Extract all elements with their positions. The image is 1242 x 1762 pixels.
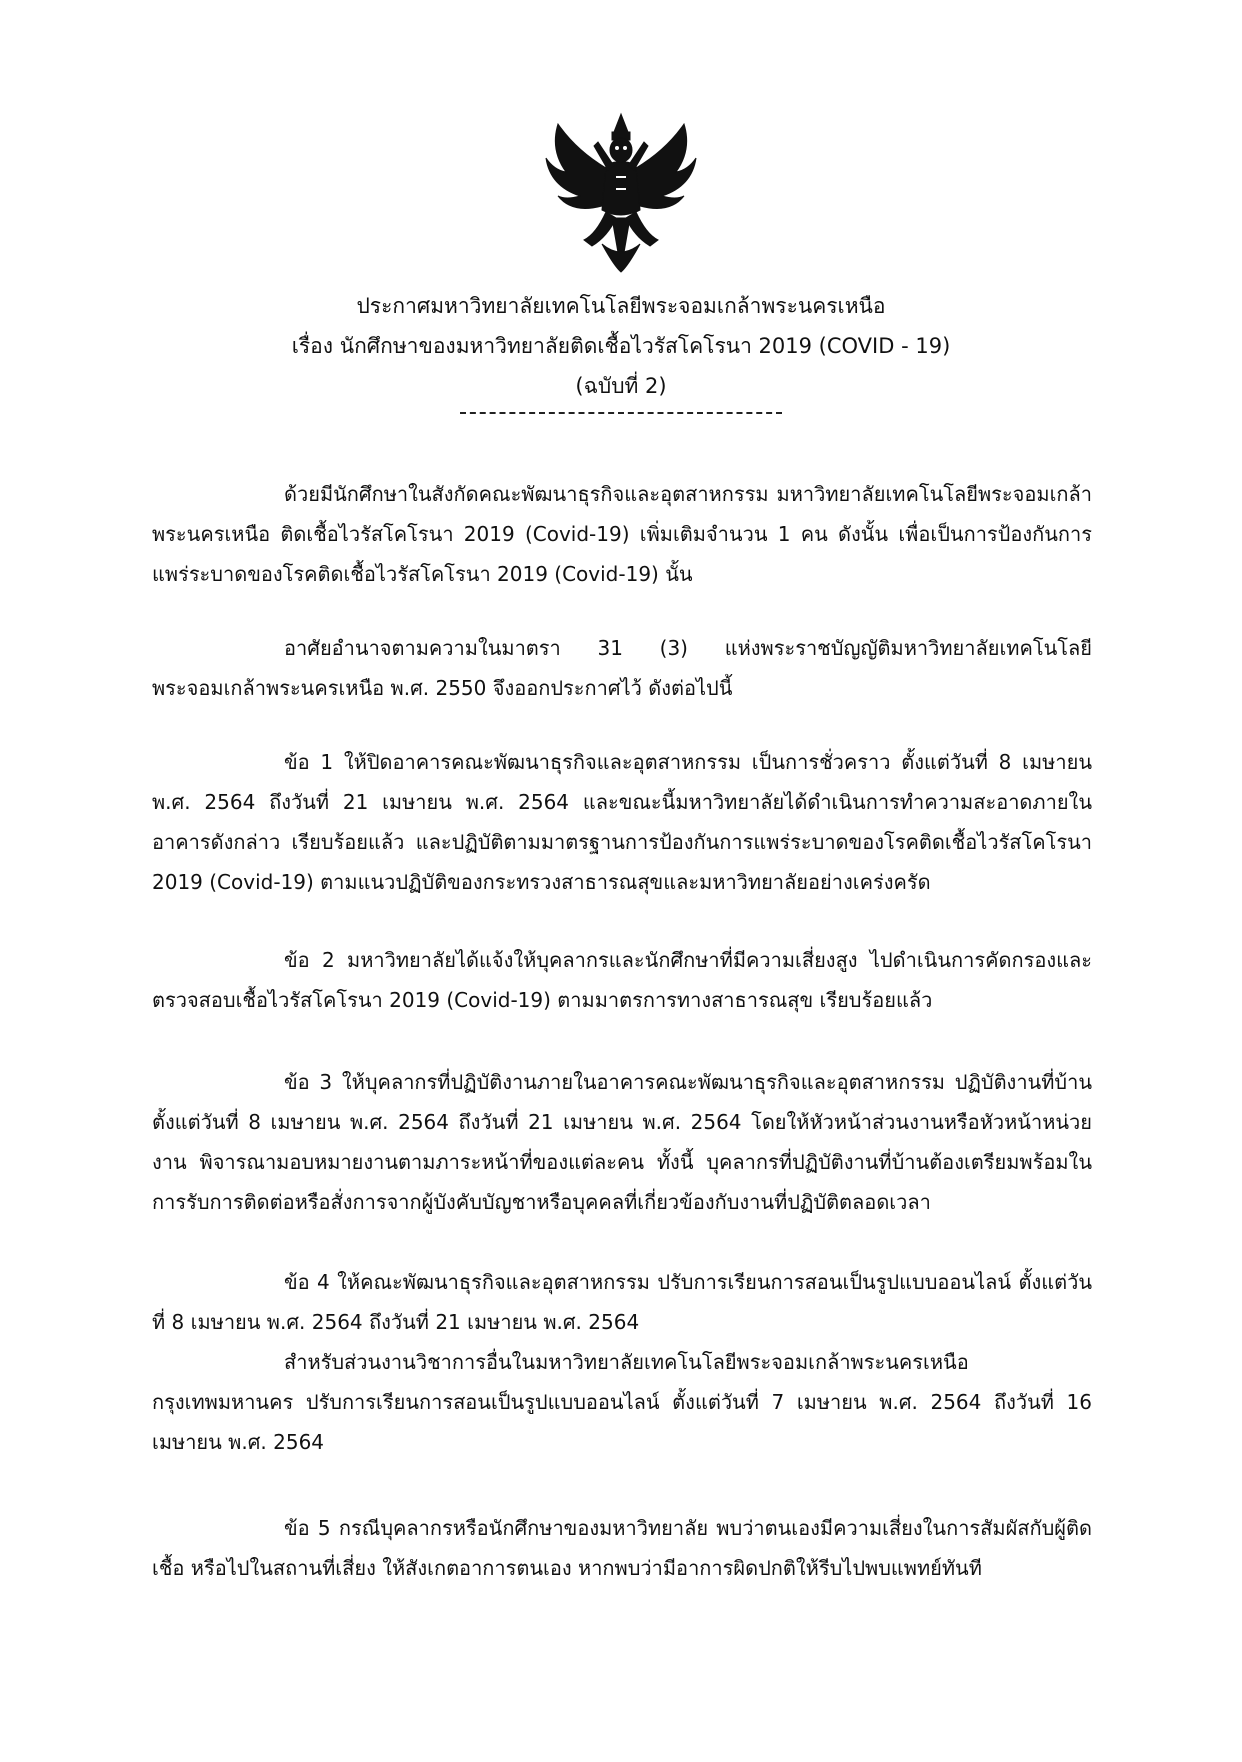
clause-4-text: ข้อ 4 ให้คณะพัฒนาธุรกิจและอุตสาหกรรม ปรับการเรียนการสอนเป็นรูปแบบออนไลน์ ตั้งแต่วันที่ 8 เมษายน พ.ศ. 2564 ถึงวันที่ 21 เมษายน พ.ศ. 2564 [152,1270,1092,1334]
garuda-emblem-icon [536,110,706,280]
clause-4-followup-text: สำหรับส่วนงานวิชาการอื่นในมหาวิทยาลัยเทคโนโลยีพระจอมเกล้าพระนครเหนือ กรุงเทพมหานคร ปรับการเรียนการสอนเป็นรูปแบบออนไลน์ ตั้งแต่วันที่ 7 เมษายน พ.ศ. 2564 ถึงวันที่ 16 เมษายน พ.ศ. 2564 [152,1350,1092,1454]
authority-paragraph [152,628,1092,708]
clause-3 [152,1062,1092,1222]
clause-3-text: ข้อ 3 ให้บุคลากรที่ปฏิบัติงานภายในอาคารคณะพัฒนาธุรกิจและอุตสาหกรรม ปฏิบัติงานที่บ้าน ตั้งแต่วันที่ 8 เมษายน พ.ศ. 2564 ถึงวันที่ 21 เมษายน พ.ศ. 2564 โดยให้หัวหน้าส่วนงานหรือหัวหน้าหน่วยงาน พิจารณามอบหมายงานตามภาระหน้าที่ของแต่ละคน ทั้งนี้ บุคลากรที่ปฏิบัติงานที่บ้านต้องเตรียมพร้อมในการรับการติดต่อหรือสั่งการจากผู้บังคับบัญชาหรือบุคคลที่เกี่ยวข้องกับงานที่ปฏิบัติตลอดเวลา [152,1070,1092,1214]
announcement-subject: เรื่อง นักศึกษาของมหาวิทยาลัยติดเชื้อไวรัสโคโรนา 2019 (COVID - 19) [291,334,951,358]
announcement-issue: (ฉบับที่ 2) [575,374,667,398]
clause-1 [152,742,1092,902]
clause-2-text: ข้อ 2 มหาวิทยาลัยได้แจ้งให้บุคลากรและนักศึกษาที่มีความเสี่ยงสูง ไปดำเนินการคัดกรองและตรวจสอบเชื้อไวรัสโคโรนา 2019 (Covid-19) ตามมาตรการทางสาธารณสุข เรียบร้อยแล้ว [152,948,1092,1012]
clause-5-text: ข้อ 5 กรณีบุคลากรหรือนักศึกษาของมหาวิทยาลัย พบว่าตนเองมีความเสี่ยงในการสัมผัสกับผู้ติดเชื้อ หรือไปในสถานที่เสี่ยง ให้สังเกตอาการตนเอง หากพบว่ามีอาการผิดปกติให้รีบไปพบแพทย์ทันที [152,1516,1092,1580]
header-divider [460,412,782,414]
intro-text: ด้วยมีนักศึกษาในสังกัดคณะพัฒนาธุรกิจและอุตสาหกรรม มหาวิทยาลัยเทคโนโลยีพระจอมเกล้าพระนครเหนือ ติดเชื้อไวรัสโคโรนา 2019 (Covid-19) เพิ่มเติมจำนวน 1 คน ดังนั้น เพื่อเป็นการป้องกันการแพร่ระบาดของโรคติดเชื้อไวรัสโคโรนา 2019 (Covid-19) นั้น [152,482,1092,586]
intro-paragraph [152,474,1092,594]
clause-1-text: ข้อ 1 ให้ปิดอาคารคณะพัฒนาธุรกิจและอุตสาหกรรม เป็นการชั่วคราว ตั้งแต่วันที่ 8 เมษายน พ.ศ. 2564 ถึงวันที่ 21 เมษายน พ.ศ. 2564 และขณะนี้มหาวิทยาลัยได้ดำเนินการทำความสะอาดภายในอาคารดังกล่าว เรียบร้อยแล้ว และปฏิบัติตามมาตรฐานการป้องกันการแพร่ระบาดของโรคติดเชื้อไวรัสโคโรนา 2019 (Covid-19) ตามแนวปฏิบัติของกระทรวงสาธารณสุขและมหาวิทยาลัยอย่างเคร่งครัด [152,750,1092,894]
clause-5 [152,1508,1092,1588]
authority-text: อาศัยอำนาจตามความในมาตรา 31 (3) แห่งพระราชบัญญัติมหาวิทยาลัยเทคโนโลยีพระจอมเกล้าพระนครเหนือ พ.ศ. 2550 จึงออกประกาศไว้ ดังต่อไปนี้ [152,636,1092,700]
clause-4 [152,1262,1092,1462]
announcement-title: ประกาศมหาวิทยาลัยเทคโนโลยีพระจอมเกล้าพระนครเหนือ [356,294,886,318]
clause-2 [152,940,1092,1020]
